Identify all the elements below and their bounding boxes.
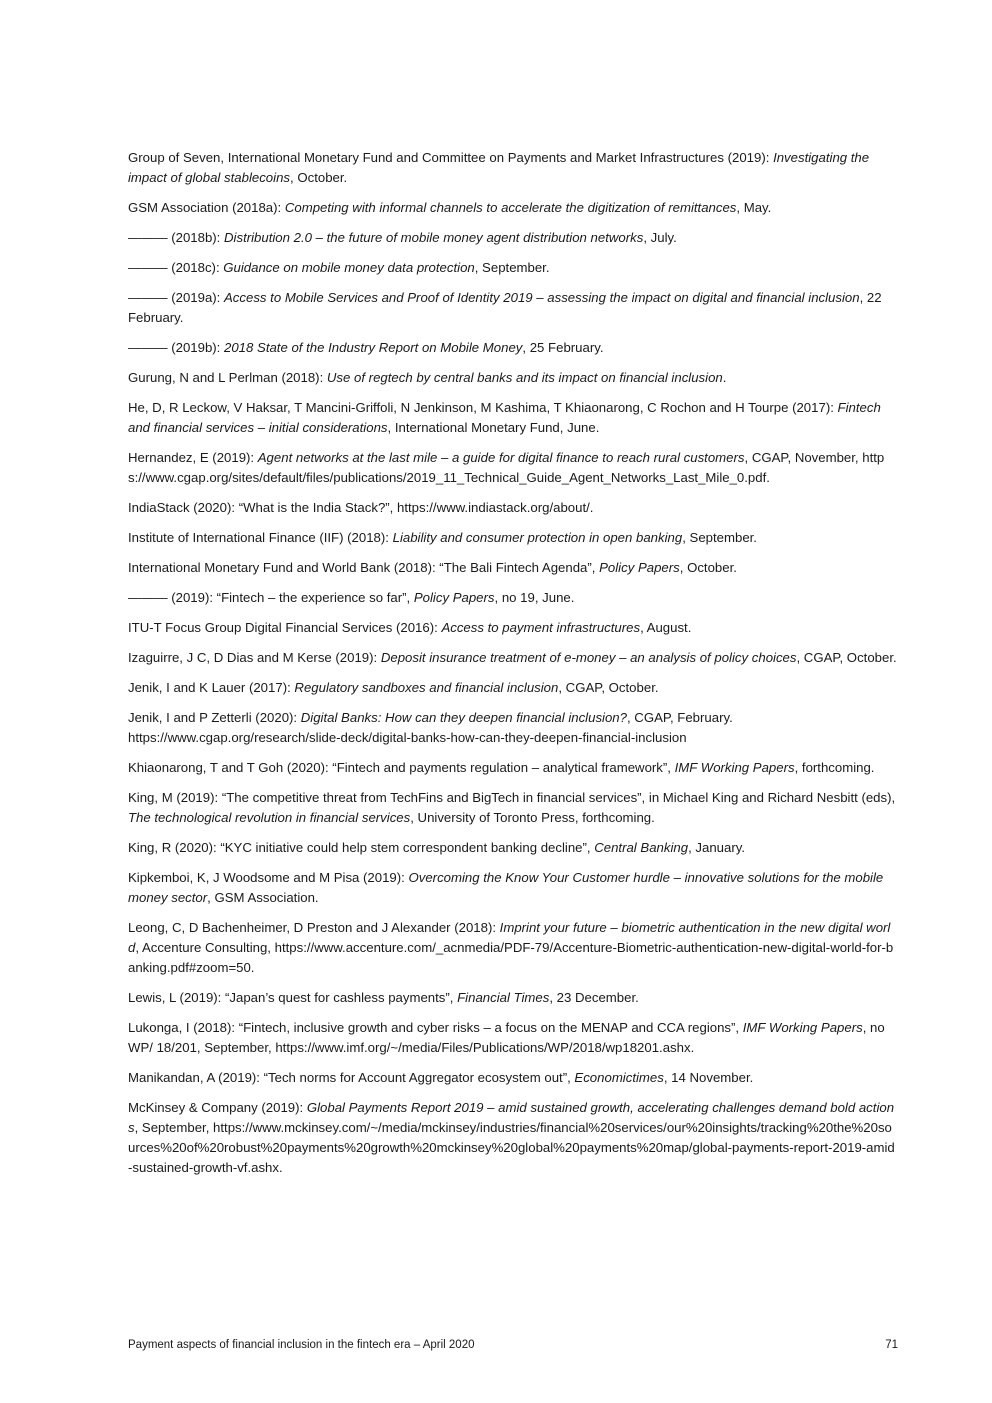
reference-entry [128, 788, 898, 828]
reference-details: , September. [474, 260, 550, 275]
reference-details: , 14 November. [663, 1070, 754, 1085]
reference-author: King, M (2019): “The competitive threat from TechFins and BigTech in financial services”, in Michael King and Richard Nesbitt (eds), [128, 790, 896, 805]
reference-entry [128, 918, 898, 978]
reference-author: ITU-T Focus Group Digital Financial Services (2016): [128, 620, 442, 635]
reference-title: Policy Papers [599, 560, 680, 575]
reference-details: , October. [290, 170, 348, 185]
reference-details: , no 19, June. [494, 590, 575, 605]
reference-author: ——— (2018c): [128, 260, 224, 275]
reference-entry [128, 288, 898, 328]
reference-entry [128, 1098, 898, 1178]
reference-title: Agent networks at the last mile – a guide for digital finance to reach rural customers [257, 450, 745, 465]
reference-title: Economictimes [574, 1070, 664, 1085]
reference-author: McKinsey & Company (2019): [128, 1100, 307, 1115]
reference-entry [128, 1068, 898, 1088]
reference-author: Hernandez, E (2019): [128, 450, 258, 465]
footer-title: Payment aspects of financial inclusion in the fintech era – April 2020 [128, 1339, 475, 1351]
reference-author: IndiaStack (2020): “What is the India Stack?”, https://www.indiastack.org/about/. [128, 500, 594, 515]
reference-entry [128, 198, 898, 218]
reference-title: Guidance on mobile money data protection [223, 260, 475, 275]
reference-title: 2018 State of the Industry Report on Mobile Money [224, 340, 523, 355]
reference-title: Access to payment infrastructures [441, 620, 641, 635]
reference-details: , forthcoming. [794, 760, 875, 775]
reference-details: , January. [688, 840, 745, 855]
reference-title: IMF Working Papers [742, 1020, 863, 1035]
reference-details: , CGAP, February. https://www.cgap.org/research/slide-deck/digital-banks-how-can-they-deepen-financial-inclusion [128, 710, 733, 745]
reference-author: Lukonga, I (2018): “Fintech, inclusive growth and cyber risks – a focus on the MENAP and CCA regions”, [128, 1020, 743, 1035]
reference-author: Jenik, I and P Zetterli (2020): [128, 710, 301, 725]
reference-entry [128, 708, 898, 748]
reference-details: , October. [679, 560, 737, 575]
reference-author: Khiaonarong, T and T Goh (2020): “Fintech and payments regulation – analytical framework”, [128, 760, 675, 775]
reference-title: IMF Working Papers [674, 760, 795, 775]
reference-author: Jenik, I and K Lauer (2017): [128, 680, 295, 695]
reference-entry [128, 838, 898, 858]
reference-entry [128, 588, 898, 608]
reference-entry [128, 758, 898, 778]
reference-author: Lewis, L (2019): “Japan’s quest for cashless payments”, [128, 990, 458, 1005]
page-footer [128, 1337, 898, 1353]
reference-entry [128, 558, 898, 578]
reference-author: ——— (2019): “Fintech – the experience so far”, [128, 590, 414, 605]
reference-title: Investigating the impact of global stablecoins [128, 150, 870, 185]
reference-details: , 25 February. [522, 340, 604, 355]
reference-details: , CGAP, October. [796, 650, 897, 665]
reference-author: Gurung, N and L Perlman (2018): [128, 370, 327, 385]
reference-entry [128, 498, 898, 518]
reference-title: Deposit insurance treatment of e-money – an analysis of policy choices [380, 650, 797, 665]
reference-title: Access to Mobile Services and Proof of Identity 2019 – assessing the impact on digital and financial inclusion [224, 290, 860, 305]
reference-author: International Monetary Fund and World Bank (2018): “The Bali Fintech Agenda”, [128, 560, 600, 575]
reference-entry [128, 678, 898, 698]
reference-title: Imprint your future – biometric authentication in the new digital world [128, 920, 891, 955]
reference-title: Digital Banks: How can they deepen financial inclusion? [300, 710, 627, 725]
reference-entry [128, 398, 898, 438]
reference-details: , September, https://www.mckinsey.com/~/media/mckinsey/industries/financial%20services/our%20insights/tracking%20the%20sources%20of%20robust%20payments%20growth%20mckinsey%20global%20payments%20map/global-payments-report-2019-amid-sustained-growth-vf.ashx. [128, 1120, 895, 1175]
reference-author: Manikandan, A (2019): “Tech norms for Account Aggregator ecosystem out”, [128, 1070, 575, 1085]
reference-author: Institute of International Finance (IIF) (2018): [128, 530, 393, 545]
reference-author: Leong, C, D Bachenheimer, D Preston and J Alexander (2018): [128, 920, 500, 935]
reference-author: ——— (2019b): [128, 340, 225, 355]
reference-title: Central Banking [594, 840, 689, 855]
reference-details: , May. [736, 200, 772, 215]
reference-author: Kipkemboi, K, J Woodsome and M Pisa (2019): [128, 870, 409, 885]
reference-title: Fintech and financial services – initial considerations [128, 400, 881, 435]
reference-details: , 23 December. [549, 990, 639, 1005]
reference-title: Regulatory sandboxes and financial inclusion [294, 680, 559, 695]
reference-details: , 22 February. [128, 290, 882, 325]
reference-details: , CGAP, October. [558, 680, 659, 695]
reference-details: , July. [643, 230, 677, 245]
reference-entry [128, 258, 898, 278]
reference-title: Overcoming the Know Your Customer hurdle – innovative solutions for the mobile money sector [128, 870, 884, 905]
reference-title: Use of regtech by central banks and its impact on financial inclusion [326, 370, 723, 385]
reference-author: Izaguirre, J C, D Dias and M Kerse (2019): [128, 650, 381, 665]
reference-title: Financial Times [457, 990, 550, 1005]
reference-author: ——— (2019a): [128, 290, 225, 305]
reference-entry [128, 868, 898, 908]
reference-title: Policy Papers [413, 590, 495, 605]
reference-author: GSM Association (2018a): [128, 200, 285, 215]
reference-title: The technological revolution in financial services [128, 810, 411, 825]
reference-entry [128, 448, 898, 488]
reference-author: Group of Seven, International Monetary Fund and Committee on Payments and Market Infrastructures (2019): [128, 150, 774, 165]
reference-author: ——— (2018b): [128, 230, 225, 245]
reference-details: , CGAP, November, https://www.cgap.org/sites/default/files/publications/2019_11_Technical_Guide_Agent_Networks_Last_Mile_0.pdf. [128, 450, 885, 485]
reference-list [128, 148, 898, 1188]
reference-author: He, D, R Leckow, V Haksar, T Mancini-Griffoli, N Jenkinson, M Kashima, T Khiaonarong, C Rochon and H Tourpe (2017): [128, 400, 838, 415]
reference-details: , August. [640, 620, 692, 635]
reference-details: . [722, 370, 727, 385]
reference-entry [128, 648, 898, 668]
reference-entry [128, 1018, 898, 1058]
reference-title: Liability and consumer protection in open banking [392, 530, 683, 545]
reference-details: , Accenture Consulting, https://www.accenture.com/_acnmedia/PDF-79/Accenture-Biometric-authentication-new-digital-world-for-banking.pdf#zoom=50. [128, 940, 894, 975]
reference-entry [128, 528, 898, 548]
reference-title: Global Payments Report 2019 – amid sustained growth, accelerating challenges demand bold actions [128, 1100, 895, 1135]
reference-entry [128, 368, 898, 388]
reference-details: , University of Toronto Press, forthcoming. [410, 810, 655, 825]
reference-details: , no WP/ 18/201, September, https://www.imf.org/~/media/Files/Publications/WP/2018/wp18201.ashx. [128, 1020, 885, 1055]
page-number: 71 [885, 1339, 898, 1351]
reference-details: , International Monetary Fund, June. [387, 420, 600, 435]
reference-entry [128, 228, 898, 248]
reference-title: Distribution 2.0 – the future of mobile money agent distribution networks [224, 230, 644, 245]
reference-details: , September. [682, 530, 757, 545]
reference-entry [128, 988, 898, 1008]
reference-title: Competing with informal channels to accelerate the digitization of remittances [284, 200, 737, 215]
reference-details: , GSM Association. [207, 890, 319, 905]
reference-entry [128, 338, 898, 358]
reference-entry [128, 618, 898, 638]
reference-author: King, R (2020): “KYC initiative could help stem correspondent banking decline”, [128, 840, 595, 855]
reference-entry [128, 148, 898, 188]
